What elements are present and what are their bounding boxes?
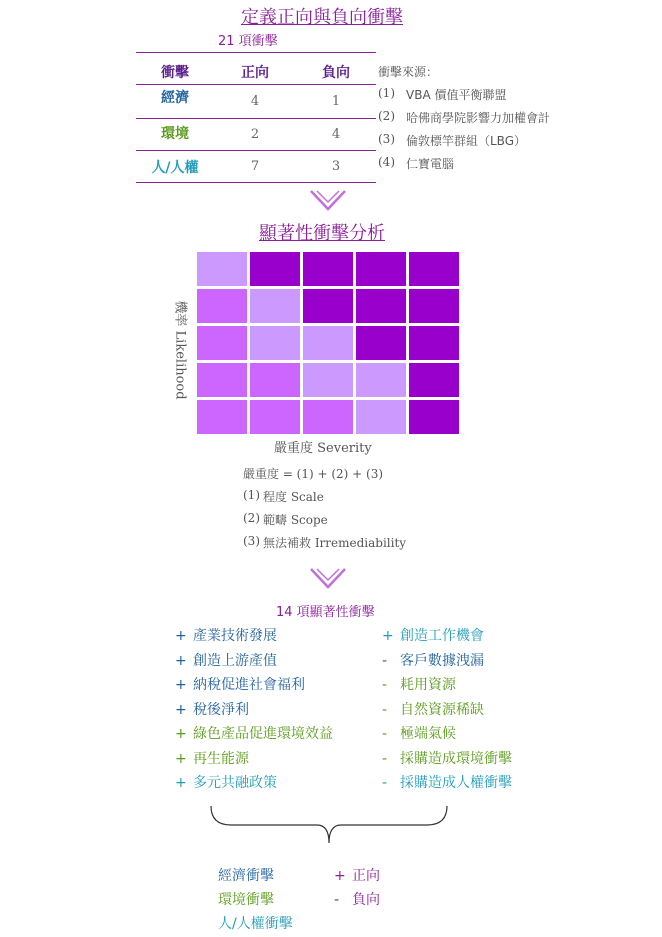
row-label-environment: 環境 [161, 126, 189, 142]
section2-title: 顯著性衝擊分析 [259, 223, 385, 244]
impact-item [175, 674, 305, 694]
matrix-cell [356, 252, 406, 286]
table-top-rule [136, 52, 376, 53]
impact-item [175, 625, 277, 645]
matrix-cell [303, 400, 353, 434]
legend-negative-label: 負向 [352, 892, 380, 908]
impact-item [175, 723, 333, 743]
impact-label: 綠色產品促進環境效益 [193, 726, 333, 742]
matrix-cell [356, 400, 406, 434]
sources-title: 衝擊來源： [378, 65, 439, 79]
matrix-cell [356, 363, 406, 397]
matrix-cell [197, 326, 247, 360]
impact-label: 極端氣候 [400, 726, 456, 742]
row-label-human-rights: 人/人權 [151, 160, 199, 176]
definition-number: (2) [243, 511, 260, 525]
matrix-cell [303, 289, 353, 323]
plus-icon: + [175, 726, 187, 742]
impact-label: 採購造成環境衝擊 [400, 750, 512, 767]
matrix-cell [197, 363, 247, 397]
minus-icon: - [334, 892, 340, 908]
impact-item [382, 625, 484, 645]
matrix-cell [409, 400, 459, 434]
definition-text: 無法補救 Irremediability [263, 536, 407, 550]
definition-number: (3) [243, 534, 260, 548]
source-text: VBA 價值平衡聯盟 [406, 88, 507, 102]
definition-text: 程度 Scale [263, 490, 324, 504]
plus-icon: + [175, 677, 187, 693]
chevron-down-icon [308, 566, 348, 592]
impact-label: 創造工作機會 [400, 628, 484, 644]
matrix-cell [356, 289, 406, 323]
minus-icon: - [382, 652, 388, 669]
matrix-cell [197, 252, 247, 286]
impact-label: 採購造成人權衝擊 [400, 775, 512, 791]
significance-matrix [197, 252, 459, 436]
matrix-cell [197, 400, 247, 434]
likelihood-axis-label: 機率 Likelihood [172, 300, 188, 400]
matrix-cell [197, 289, 247, 323]
legend-positive [334, 865, 380, 885]
severity-axis-label: 嚴重度 Severity [274, 441, 372, 456]
table-bottom-rule [136, 182, 376, 183]
table-header-negative: 負向 [322, 65, 350, 81]
table-header-impact: 衝擊 [161, 65, 189, 81]
minus-icon: - [382, 701, 388, 718]
likelihood-axis-label-wrap [172, 295, 189, 405]
impact-item [175, 772, 277, 792]
impact-item [382, 699, 484, 719]
impact-label: 創造上游產值 [193, 652, 277, 669]
plus-icon: + [175, 628, 187, 644]
source-text: 仁寶電腦 [406, 157, 455, 171]
definition-number: (1) [243, 488, 260, 502]
legend-negative [334, 889, 380, 909]
matrix-cell [250, 363, 300, 397]
plus-icon: + [175, 652, 187, 669]
row-environment-positive: 2 [250, 127, 260, 142]
matrix-cell [409, 326, 459, 360]
legend-positive-label: 正向 [352, 868, 380, 884]
source-number: (4) [378, 155, 395, 169]
impact-label: 耗用資源 [400, 677, 456, 693]
plus-icon: + [334, 868, 346, 884]
impact-item [382, 650, 484, 670]
impact-item [382, 748, 512, 768]
matrix-cell [409, 363, 459, 397]
matrix-cell [250, 289, 300, 323]
source-text: 倫敦標竿群組（LBG） [406, 134, 527, 148]
impact-label: 多元共融政策 [193, 775, 277, 791]
matrix-cell [303, 363, 353, 397]
legend-human-rights: 人/人權衝擊 [218, 916, 293, 932]
impact-item [382, 723, 456, 743]
source-number: (2) [378, 109, 395, 123]
legend-environment: 環境衝擊 [218, 892, 274, 908]
impact-label: 稅後淨利 [193, 701, 249, 718]
impact-item [382, 772, 512, 792]
impact-label: 再生能源 [193, 750, 249, 767]
severity-formula: 嚴重度 = (1) + (2) + (3) [243, 467, 384, 481]
impact-item [382, 674, 456, 694]
impact-item [175, 650, 277, 670]
source-text: 哈佛商學院影響力加權會計 [406, 111, 551, 125]
section1-title: 定義正向與負向衝擊 [241, 7, 403, 28]
table-row-rule [136, 118, 376, 119]
chevron-down-icon [308, 188, 348, 214]
table-header-positive: 正向 [241, 65, 269, 81]
impact-item [175, 748, 249, 768]
impact-label: 產業技術發展 [193, 628, 277, 644]
table-header-rule [136, 84, 376, 85]
impact-label: 納稅促進社會福利 [193, 677, 305, 693]
row-economy-negative: 1 [331, 94, 341, 109]
impact-label: 自然資源稀缺 [400, 701, 484, 718]
matrix-cell [303, 252, 353, 286]
matrix-cell [409, 289, 459, 323]
matrix-cell [250, 252, 300, 286]
impact-label: 客戶數據洩漏 [400, 652, 484, 669]
minus-icon: - [382, 750, 388, 767]
row-label-economy: 經濟 [161, 90, 189, 106]
plus-icon: + [175, 750, 187, 767]
impact-item [175, 699, 249, 719]
legend-economy: 經濟衝擊 [218, 868, 274, 884]
matrix-cell [303, 326, 353, 360]
plus-icon: + [175, 701, 187, 718]
matrix-cell [250, 326, 300, 360]
plus-icon: + [175, 775, 187, 791]
section3-subtitle: 14 項顯著性衝擊 [276, 605, 375, 620]
minus-icon: - [382, 677, 388, 693]
minus-icon: - [382, 726, 388, 742]
section1-subtitle: 21 項衝擊 [218, 34, 278, 49]
plus-icon: + [382, 628, 394, 644]
brace-icon [205, 803, 455, 847]
row-human-rights-positive: 7 [250, 159, 260, 174]
row-human-rights-negative: 3 [331, 159, 341, 174]
definition-text: 範疇 Scope [263, 513, 328, 527]
source-number: (3) [378, 132, 395, 146]
source-number: (1) [378, 86, 395, 100]
matrix-cell [250, 400, 300, 434]
matrix-cell [356, 326, 406, 360]
table-row-rule [136, 150, 376, 151]
row-environment-negative: 4 [331, 127, 341, 142]
minus-icon: - [382, 775, 388, 791]
row-economy-positive: 4 [250, 94, 260, 109]
matrix-cell [409, 252, 459, 286]
